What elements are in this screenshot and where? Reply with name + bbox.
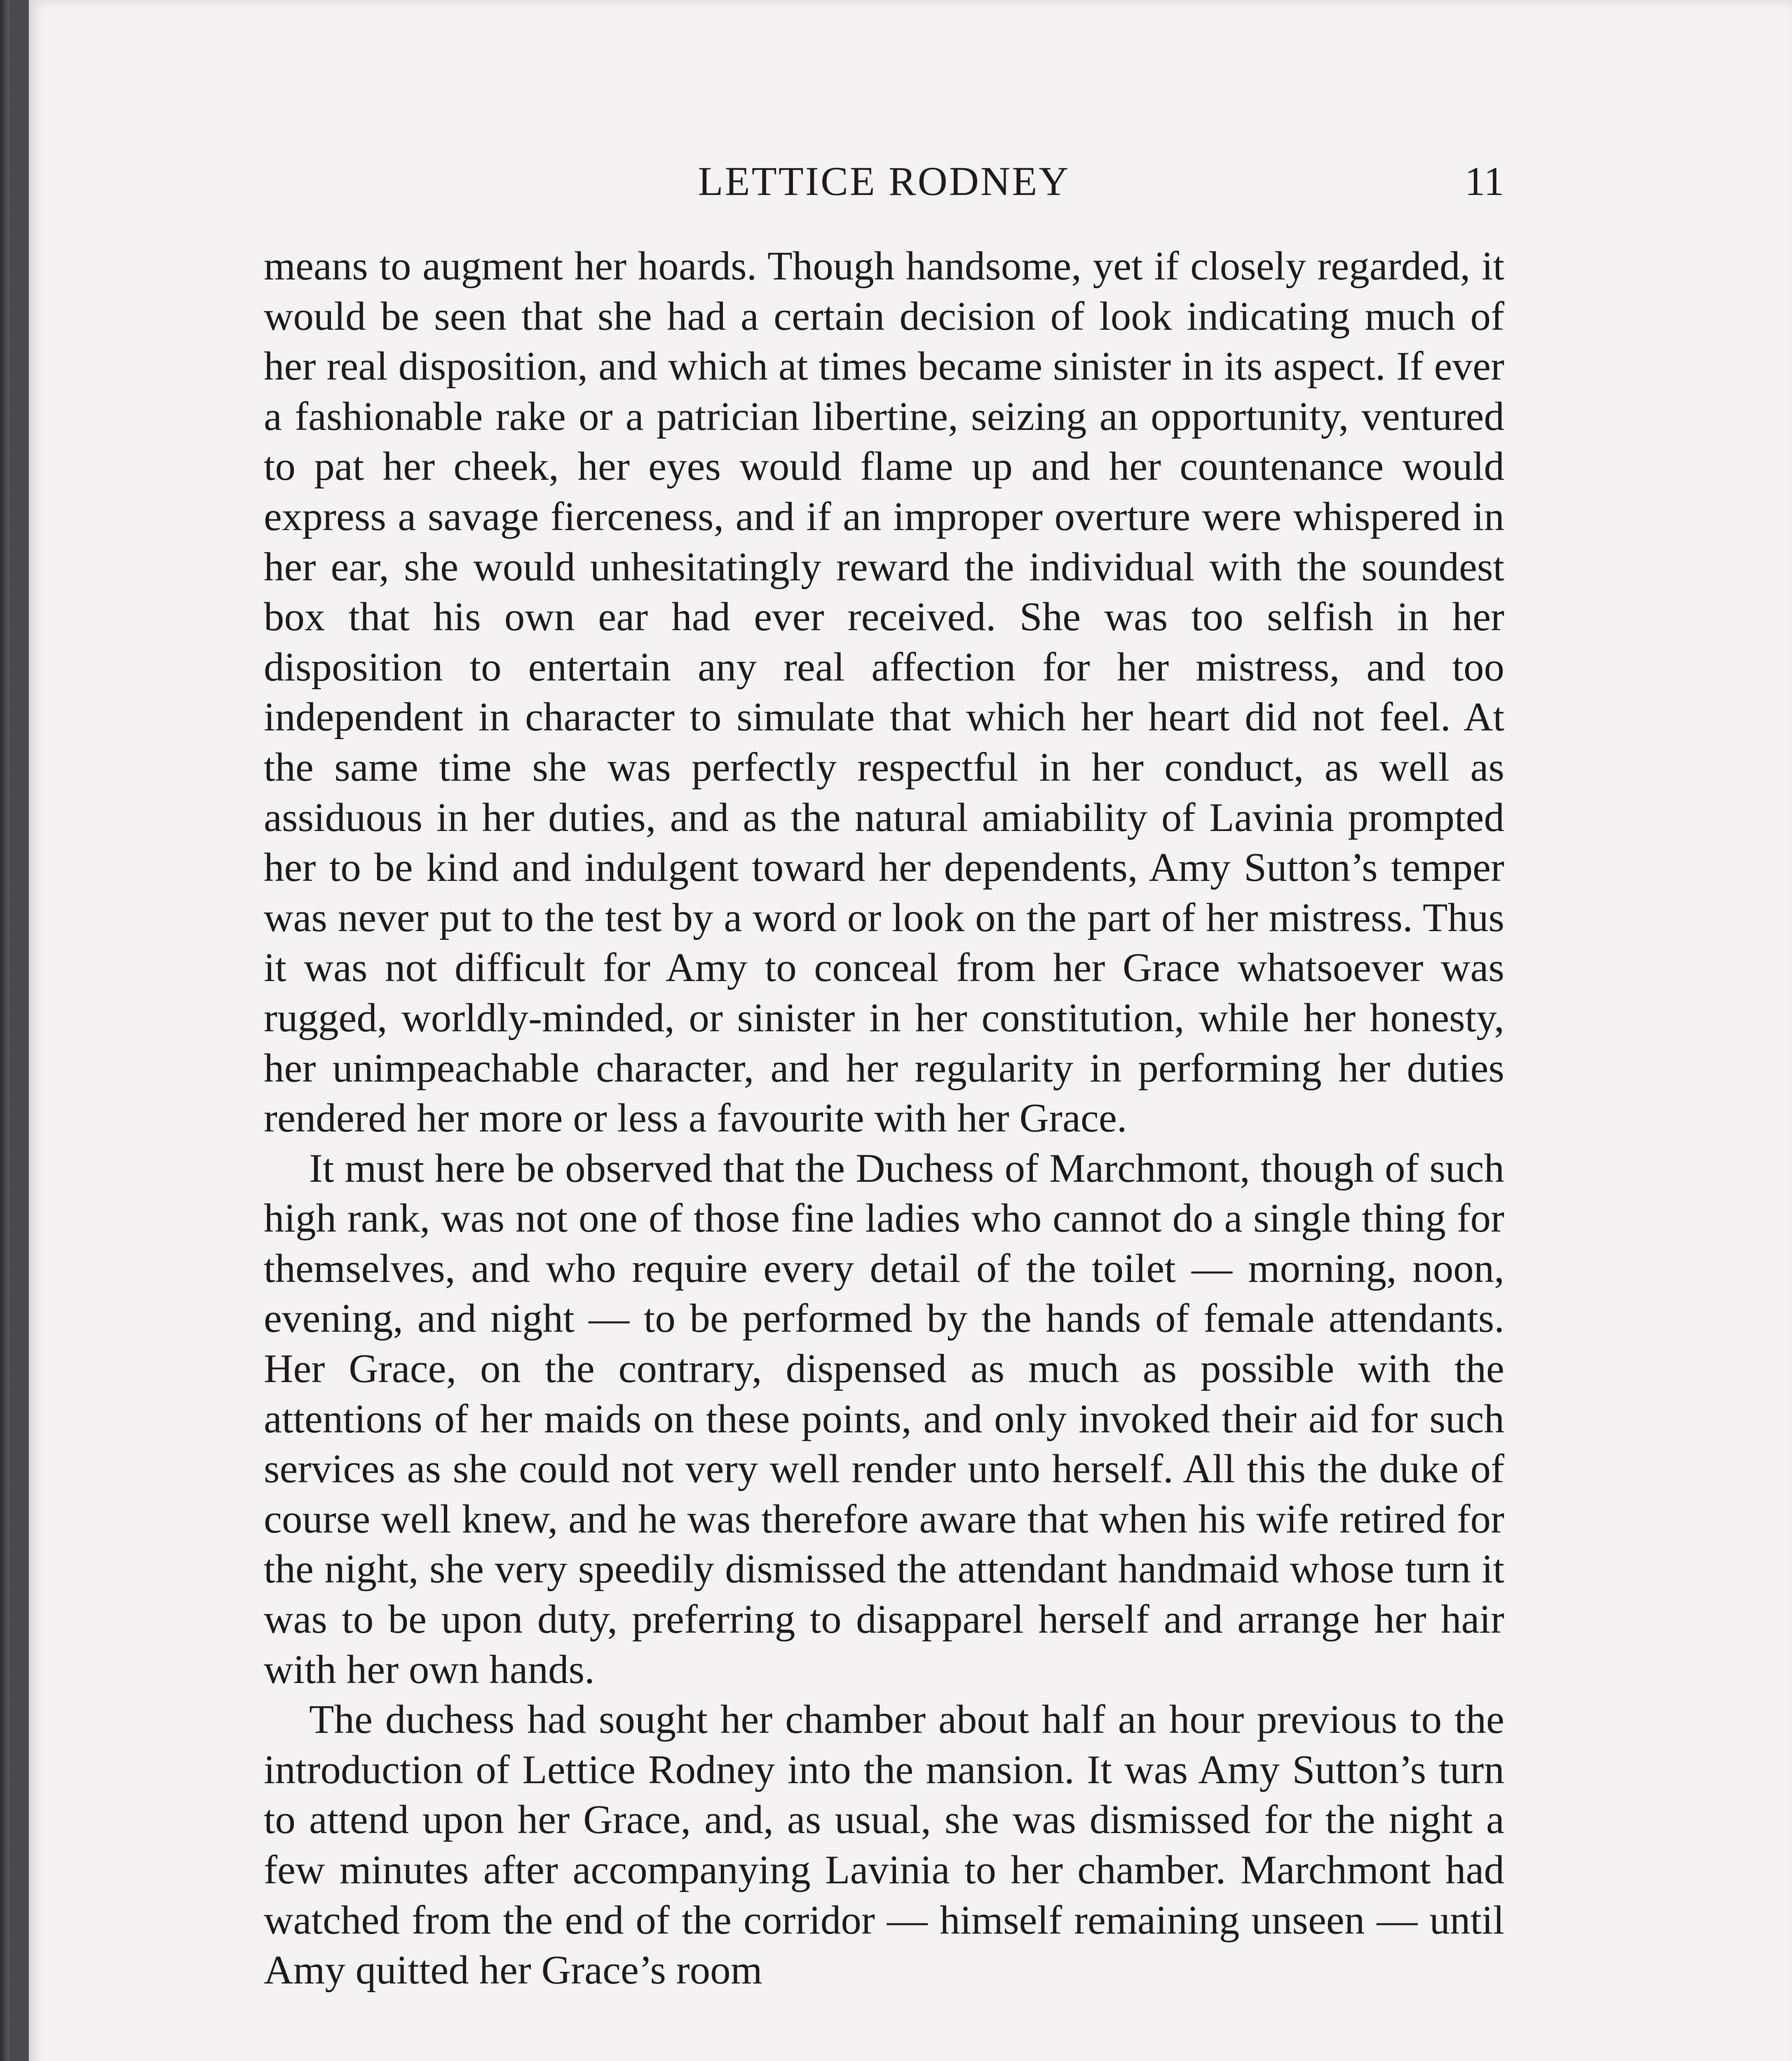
paragraph-duchess-habits: It must here be observed that the Duchess of Marchmont, though of such high rank, was not one of those fine ladies who cannot do a single thing for themselves, and who require every detail of the toilet — morning, noon, evening, and night — to be performed by the hands of female attendants. Her Grace, on the contrary, dispensed as much as possible with the attentions of her maids on these points, and only invoked their aid for such services as she could not very well render unto herself. All this the duke of course well knew, and he was therefore aware that when his wife retired for the night, she very speedily dismissed the attendant handmaid whose turn it was to be upon duty, preferring to disapparel herself and arrange her hair with her own hands. (264, 1146, 1504, 1692)
running-title: LETTICE RODNEY (698, 158, 1070, 204)
body-text (264, 241, 1504, 1995)
paragraph-duchess-chamber: The duchess had sought her chamber about half an hour previous to the introduction of Lettice Rodney into the mansion. It was Amy Sutton’s turn to attend upon her Grace, and, as usual, she was dismissed for the night a few minutes after accompanying Lavinia to her chamber. Marchmont had watched from the end of the corridor — himself remaining unseen — until Amy quitted her Grace’s room (264, 1697, 1504, 1993)
book-gutter (0, 0, 9, 2061)
page-header (264, 153, 1504, 210)
paragraph-continued: means to augment her hoards. Though handsome, yet if closely regarded, it would be seen that she had a certain decision of look indicating much of her real disposition, and which at times became sinister in its aspect. If ever a fashionable rake or a patrician libertine, seizing an opportunity, ventured to pat her cheek, her eyes would flame up and her countenance would express a savage fierceness, and if an improper overture were whispered in her ear, she would unhesitatingly reward the individual with the soundest box that his own ear had ever received. She was too selfish in her disposition to entertain any real affection for her mistress, and too independent in character to simulate that which her heart did not feel. At the same time she was perfectly respectful in her conduct, as well as assiduous in her duties, and as the natural amiability of Lavinia prompted her to be kind and indulgent toward her dependents, Amy Sutton’s temper was never put to the test by a word or look on the part of her mistress. Thus it was not difficult for Amy to conceal from her Grace whatsoever was rugged, worldly-minded, or sinister in her constitution, while her honesty, her unimpeachable character, and her regularity in performing her duties rendered her more or less a favourite with her Grace. (264, 244, 1504, 1141)
page-number: 11 (1464, 158, 1504, 204)
